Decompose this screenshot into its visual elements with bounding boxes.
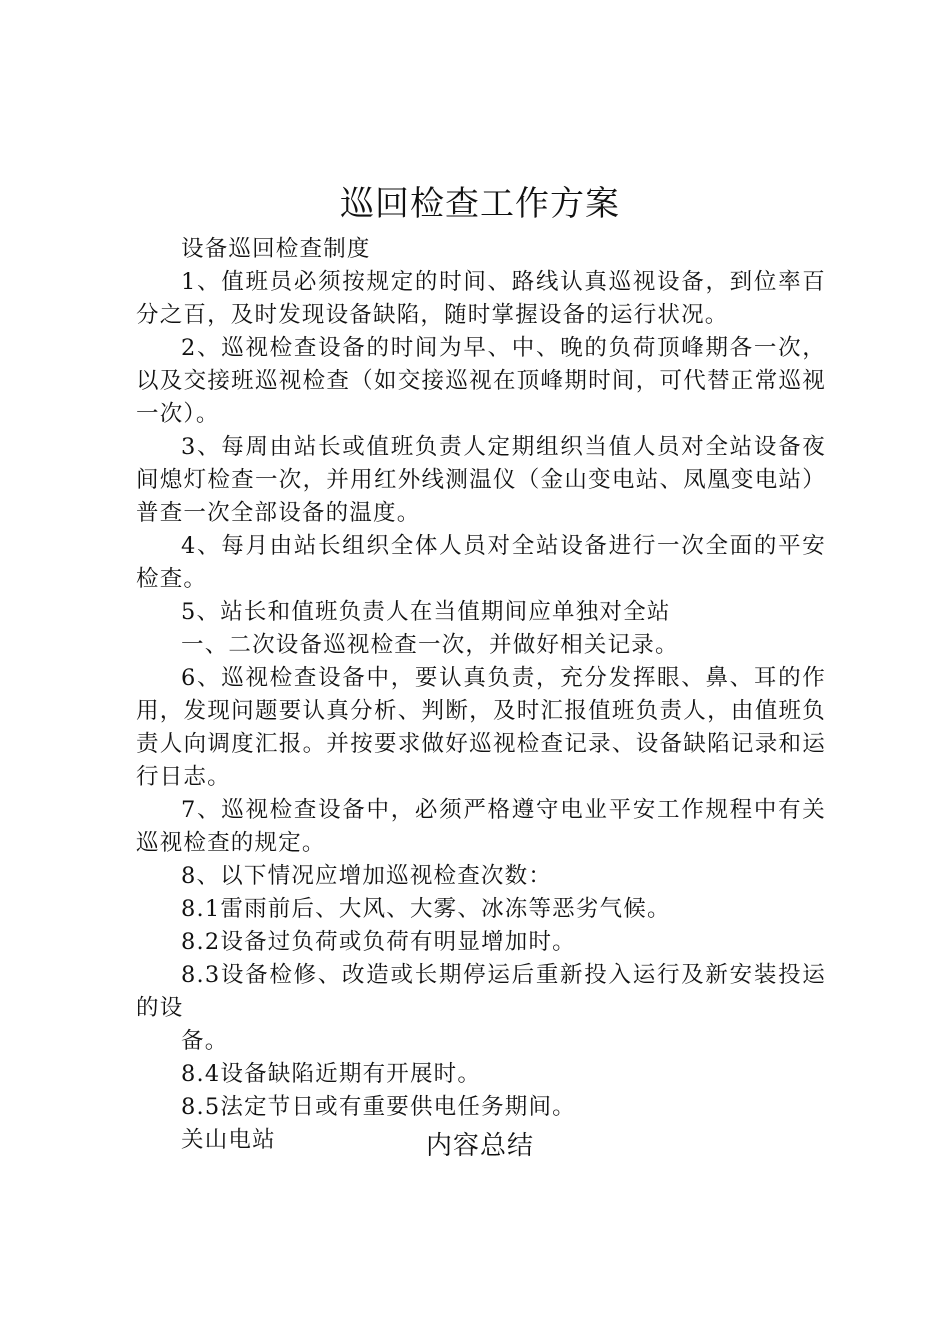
section-heading: 设备巡回检查制度 [181, 236, 371, 262]
paragraph-8-1: 8.1雷雨前后、大风、大雾、冰冻等恶劣气候。 [181, 896, 671, 922]
paragraph-8-5: 8.5法定节日或有重要供电任务期间。 [181, 1094, 576, 1120]
paragraph-2: 2、巡视检查设备的时间为早、中、晚的负荷顶峰期各一次，以及交接班巡视检查（如交接巡视在顶峰期时间，可代替正常巡视一次）。 [136, 335, 826, 427]
paragraph-5: 5、站长和值班负责人在当值期间应单独对全站 [181, 599, 671, 625]
paragraph-3: 3、每周由站长或值班负责人定期组织当值人员对全站设备夜间熄灯检查一次，并用红外线测温仪（金山变电站、凤凰变电站）普查一次全部设备的温度。 [136, 434, 826, 526]
paragraph-7: 7、巡视检查设备中，必须严格遵守电业平安工作规程中有关巡视检查的规定。 [136, 797, 826, 856]
paragraph-1: 1、值班员必须按规定的时间、路线认真巡视设备，到位率百分之百，及时发现设备缺陷，随时掌握设备的运行状况。 [136, 269, 826, 328]
signature-station: 关山电站 [181, 1127, 276, 1153]
paragraph-6: 6、巡视检查设备中，要认真负责，充分发挥眼、鼻、耳的作用，发现问题要认真分析、判断，及时汇报值班负责人，由值班负责人向调度汇报。并按要求做好巡视检查记录、设备缺陷记录和运行日志。 [136, 665, 826, 790]
summary-heading: 内容总结 [425, 1131, 534, 1161]
paragraph-8-3: 8.3设备检修、改造或长期停运后重新投入运行及新安装投运的设 [136, 962, 826, 1021]
paragraph-8-4: 8.4设备缺陷近期有开展时。 [181, 1061, 482, 1087]
paragraph-4: 4、每月由站长组织全体人员对全站设备进行一次全面的平安检查。 [136, 533, 826, 592]
document-title: 巡回检查工作方案 [340, 184, 620, 224]
paragraph-8-2: 8.2设备过负荷或负荷有明显增加时。 [181, 929, 576, 955]
paragraph-5-continued: 一、二次设备巡视检查一次，并做好相关记录。 [181, 632, 679, 658]
paragraph-8-3-continued: 备。 [181, 1028, 229, 1054]
document-body [136, 233, 826, 1157]
paragraph-8: 8、以下情况应增加巡视检查次数： [181, 863, 553, 889]
